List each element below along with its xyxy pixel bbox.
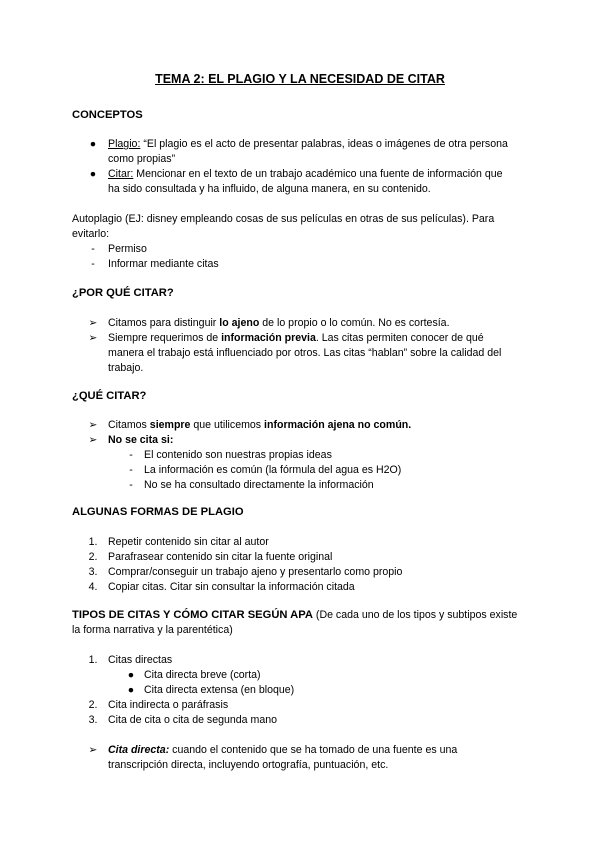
number-marker: 3. (88, 566, 98, 578)
term-plagio: Plagio: (108, 138, 141, 150)
list-item: Repetir contenido sin citar al autor (108, 536, 269, 548)
definition-citar: Mencionar en el texto de un trabajo académico una fuente de información que (133, 168, 503, 180)
heading-tipos-citas: TIPOS DE CITAS Y CÓMO CITAR SEGÚN APA (De cada uno de los tipos y subtipos existe (72, 609, 518, 621)
list-item: No se cita si: (108, 434, 174, 446)
autoplagio-text-cont: evitarlo: (72, 228, 110, 240)
bullet-icon: ● (89, 168, 97, 180)
definition-plagio-cont: como propias” (108, 153, 176, 165)
sub-list-item: No se ha consultado directamente la información (144, 479, 374, 491)
term-citar: Citar: (108, 168, 134, 180)
autoplagio-text: Autoplagio (EJ: disney empleando cosas de sus películas en otras de sus películas). Para (72, 213, 495, 225)
dash-icon: - (91, 258, 95, 270)
dash-icon: - (129, 449, 133, 461)
arrow-icon: ➢ (88, 317, 98, 329)
number-marker: 2. (88, 551, 98, 563)
bullet-icon: ● (127, 669, 135, 681)
sub-list-item: Cita directa extensa (en bloque) (144, 684, 295, 696)
bullet-icon: ● (127, 684, 135, 696)
heading-formas-plagio: ALGUNAS FORMAS DE PLAGIO (72, 506, 244, 518)
definition-plagio: “El plagio es el acto de presentar palabras, ideas o imágenes de otra persona (140, 138, 508, 150)
dash-icon: - (129, 464, 133, 476)
heading-conceptos: CONCEPTOS (72, 109, 143, 121)
arrow-icon: ➢ (88, 332, 98, 344)
document-title: TEMA 2: EL PLAGIO Y LA NECESIDAD DE CITAR (155, 72, 445, 86)
list-item: Cita indirecta o paráfrasis (108, 699, 229, 711)
number-marker: 1. (88, 654, 98, 666)
list-item: Permiso (108, 243, 147, 255)
heading-tipos-note: la forma narrativa y la parentética) (72, 624, 233, 636)
list-item: Cita de cita o cita de segunda mano (108, 714, 278, 726)
list-item: Citamos siempre que utilicemos información ajena no común. (108, 419, 412, 431)
sub-list-item: Cita directa breve (corta) (144, 669, 261, 681)
list-item: Copiar citas. Citar sin consultar la información citada (108, 581, 355, 593)
concept-citar (108, 167, 503, 182)
list-item-cont: manera el trabajo está influenciado por otros. Las citas “hablan” sobre la calidad del (108, 347, 502, 359)
list-item: Citas directas (108, 654, 173, 666)
bullet-icon: ● (89, 138, 97, 150)
heading-por-que-citar: ¿POR QUÉ CITAR? (72, 287, 174, 299)
list-item: Citamos para distinguir lo ajeno de lo propio o lo común. No es cortesía. (108, 317, 450, 329)
arrow-icon: ➢ (88, 419, 98, 431)
definition-citar-cont: ha sido consultada y ha influido, de alguna manera, en su contenido. (108, 183, 431, 195)
list-item: Cita directa: cuando el contenido que se ha tomado de una fuente es una (108, 744, 458, 756)
dash-icon: - (129, 479, 133, 491)
list-item: Comprar/conseguir un trabajo ajeno y presentarlo como propio (108, 566, 403, 578)
heading-que-citar: ¿QUÉ CITAR? (72, 390, 147, 402)
list-item: Parafrasear contenido sin citar la fuente original (108, 551, 333, 563)
list-item-cont: trabajo. (108, 362, 144, 374)
number-marker: 1. (88, 536, 98, 548)
number-marker: 4. (88, 581, 98, 593)
dash-icon: - (91, 243, 95, 255)
concept-plagio (108, 137, 508, 152)
list-item: Informar mediante citas (108, 258, 219, 270)
sub-list-item: La información es común (la fórmula del agua es H2O) (144, 464, 402, 476)
list-item-cont: transcripción directa, incluyendo ortografía, puntuación, etc. (108, 759, 389, 771)
sub-list-item: El contenido son nuestras propias ideas (144, 449, 332, 461)
number-marker: 3. (88, 714, 98, 726)
arrow-icon: ➢ (88, 434, 98, 446)
list-item: Siempre requerimos de información previa. Las citas permiten conocer de qué (108, 332, 484, 344)
number-marker: 2. (88, 699, 98, 711)
arrow-icon: ➢ (88, 744, 98, 756)
